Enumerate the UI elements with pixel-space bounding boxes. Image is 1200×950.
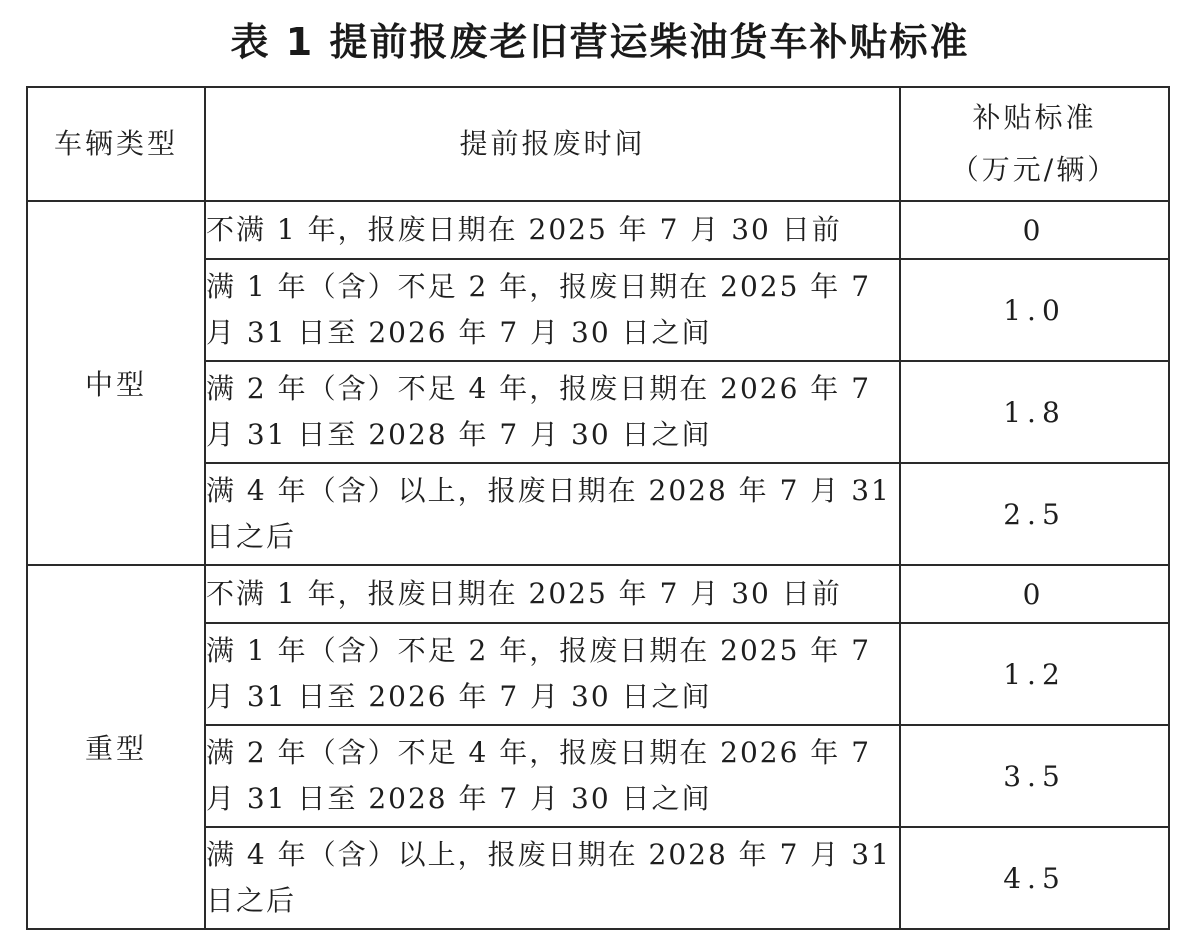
scrap-time-cell: 满 1 年（含）不足 2 年，报废日期在 2025 年 7 月 31 日至 2026 年 7 月 30 日之间 bbox=[205, 623, 900, 725]
subsidy-standard-table bbox=[26, 86, 1170, 930]
subsidy-value-cell: 0 bbox=[900, 565, 1169, 623]
header-subsidy-label: 补贴标准 bbox=[972, 101, 1097, 134]
subsidy-value-cell: 1.0 bbox=[900, 259, 1169, 361]
vehicle-type-cell: 重型 bbox=[27, 565, 205, 929]
scrap-time-cell: 满 2 年（含）不足 4 年，报废日期在 2026 年 7 月 31 日至 2028 年 7 月 30 日之间 bbox=[205, 725, 900, 827]
subsidy-value-cell: 4.5 bbox=[900, 827, 1169, 929]
vehicle-type-cell: 中型 bbox=[27, 201, 205, 565]
scrap-time-cell: 满 4 年（含）以上，报废日期在 2028 年 7 月 31 日之后 bbox=[205, 827, 900, 929]
header-row bbox=[27, 87, 1169, 201]
header-scrap-time: 提前报废时间 bbox=[205, 87, 900, 201]
table-title: 表 1 提前报废老旧营运柴油货车补贴标准 bbox=[230, 20, 970, 64]
subsidy-value-cell: 1.8 bbox=[900, 361, 1169, 463]
subsidy-value-cell: 2.5 bbox=[900, 463, 1169, 565]
scrap-time-cell: 满 1 年（含）不足 2 年，报废日期在 2025 年 7 月 31 日至 2026 年 7 月 30 日之间 bbox=[205, 259, 900, 361]
subsidy-value-cell: 3.5 bbox=[900, 725, 1169, 827]
subsidy-value-cell: 1.2 bbox=[900, 623, 1169, 725]
table-row bbox=[27, 201, 1169, 259]
scrap-time-cell: 不满 1 年，报废日期在 2025 年 7 月 30 日前 bbox=[205, 565, 900, 623]
table-row bbox=[27, 565, 1169, 623]
subsidy-value-cell: 0 bbox=[900, 201, 1169, 259]
header-subsidy-unit: （万元/辆） bbox=[950, 153, 1119, 186]
scrap-time-cell: 满 2 年（含）不足 4 年，报废日期在 2026 年 7 月 31 日至 2028 年 7 月 30 日之间 bbox=[205, 361, 900, 463]
header-vehicle-type: 车辆类型 bbox=[27, 87, 205, 201]
scrap-time-cell: 不满 1 年，报废日期在 2025 年 7 月 30 日前 bbox=[205, 201, 900, 259]
scrap-time-cell: 满 4 年（含）以上，报废日期在 2028 年 7 月 31 日之后 bbox=[205, 463, 900, 565]
header-subsidy-standard bbox=[900, 87, 1169, 201]
